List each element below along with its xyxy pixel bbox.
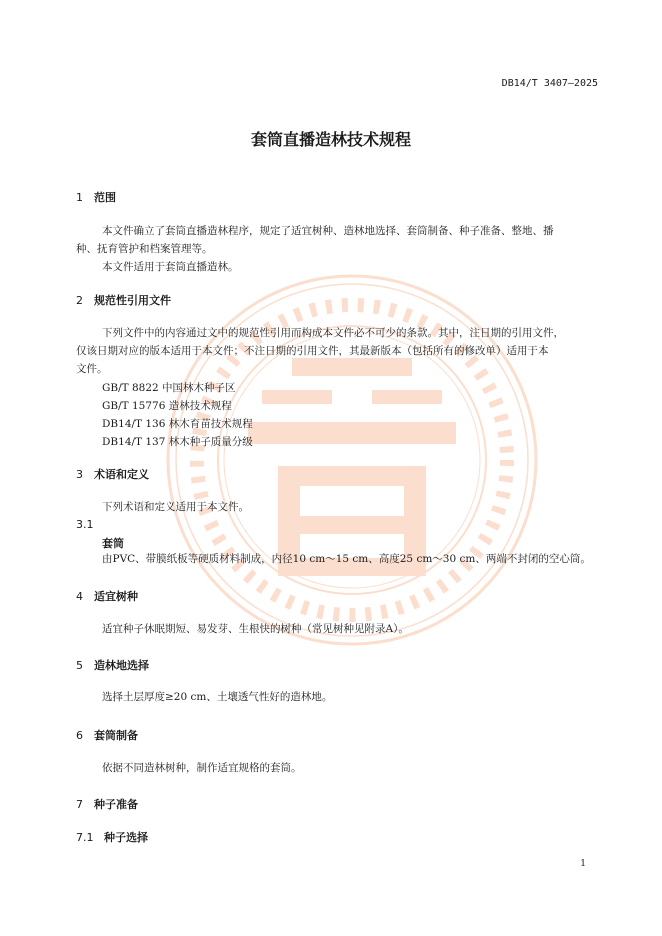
section-1-heading [76,189,116,205]
section-3-paragraph: 下列术语和定义适用于本文件。 [102,501,249,513]
page-number: 1 [580,859,586,869]
subsection-number: 7.1 [76,831,94,844]
reference-item: GB/T 8822 中国林木种子区 [102,382,236,394]
reference-item: GB/T 15776 造林技术规程 [102,400,232,412]
section-title: 适宜树种 [94,590,138,603]
section-number: 1 [76,191,83,204]
term-name: 套筒 [102,537,124,550]
section-2-heading [76,292,171,308]
section-1-paragraph-1-line-2: 种、抚育管护和档案管理等。 [76,243,213,255]
reference-item: DB14/T 136 林木育苗技术规程 [102,418,253,430]
section-5-heading [76,657,149,673]
term-number: 3.1 [76,518,94,531]
section-number: 7 [76,798,83,811]
section-number: 4 [76,590,83,603]
section-title: 术语和定义 [94,468,149,481]
section-6-paragraph: 依据不同造林树种，制作适宜规格的套筒。 [102,762,302,774]
section-7-heading [76,796,138,812]
section-title: 套筒制备 [94,729,138,742]
section-number: 2 [76,294,83,307]
section-4-heading [76,588,138,604]
subsection-title: 种子选择 [104,831,148,844]
section-4-paragraph: 适宜种子休眠期短、易发芽、生根快的树种（常见树种见附录A）。 [102,623,409,635]
reference-item: DB14/T 137 林木种子质量分级 [102,436,253,448]
section-title: 造林地选择 [94,659,149,672]
section-5-paragraph: 选择土层厚度≥20 cm、土壤透气性好的造林地。 [102,691,333,703]
section-title: 种子准备 [94,798,138,811]
section-3-heading [76,466,149,482]
section-number: 5 [76,659,83,672]
section-title: 范围 [94,191,116,204]
section-6-heading [76,727,138,743]
subsection-7-1-heading [76,829,148,845]
section-2-paragraph-line-2: 仅该日期对应的版本适用于本文件；不注日期的引用文件，其最新版本（包括所有的修改单）适用于本 [76,345,549,357]
section-title: 规范性引用文件 [94,294,171,307]
document-title: 套筒直播造林技术规程 [250,130,411,149]
section-2-paragraph-line-3: 文件。 [76,363,108,375]
section-number: 3 [76,468,83,481]
section-number: 6 [76,729,83,742]
section-2-paragraph-line-1: 下列文件中的内容通过文中的规范性引用而构成本文件必不可少的条款。其中，注日期的引用文件， [102,327,564,339]
term-definition: 由PVC、带膜纸板等硬质材料制成，内径10 cm～15 cm、高度25 cm～30 cm、两端不封闭的空心筒。 [102,553,591,565]
section-1-paragraph-1-line-1: 本文件确立了套筒直播造林程序，规定了适宜树种、造林地选择、套筒制备、种子准备、整地、播 [102,225,554,237]
document-code: DB14/T 3407—2025 [501,78,598,89]
section-1-paragraph-2: 本文件适用于套筒直播造林。 [102,261,239,273]
